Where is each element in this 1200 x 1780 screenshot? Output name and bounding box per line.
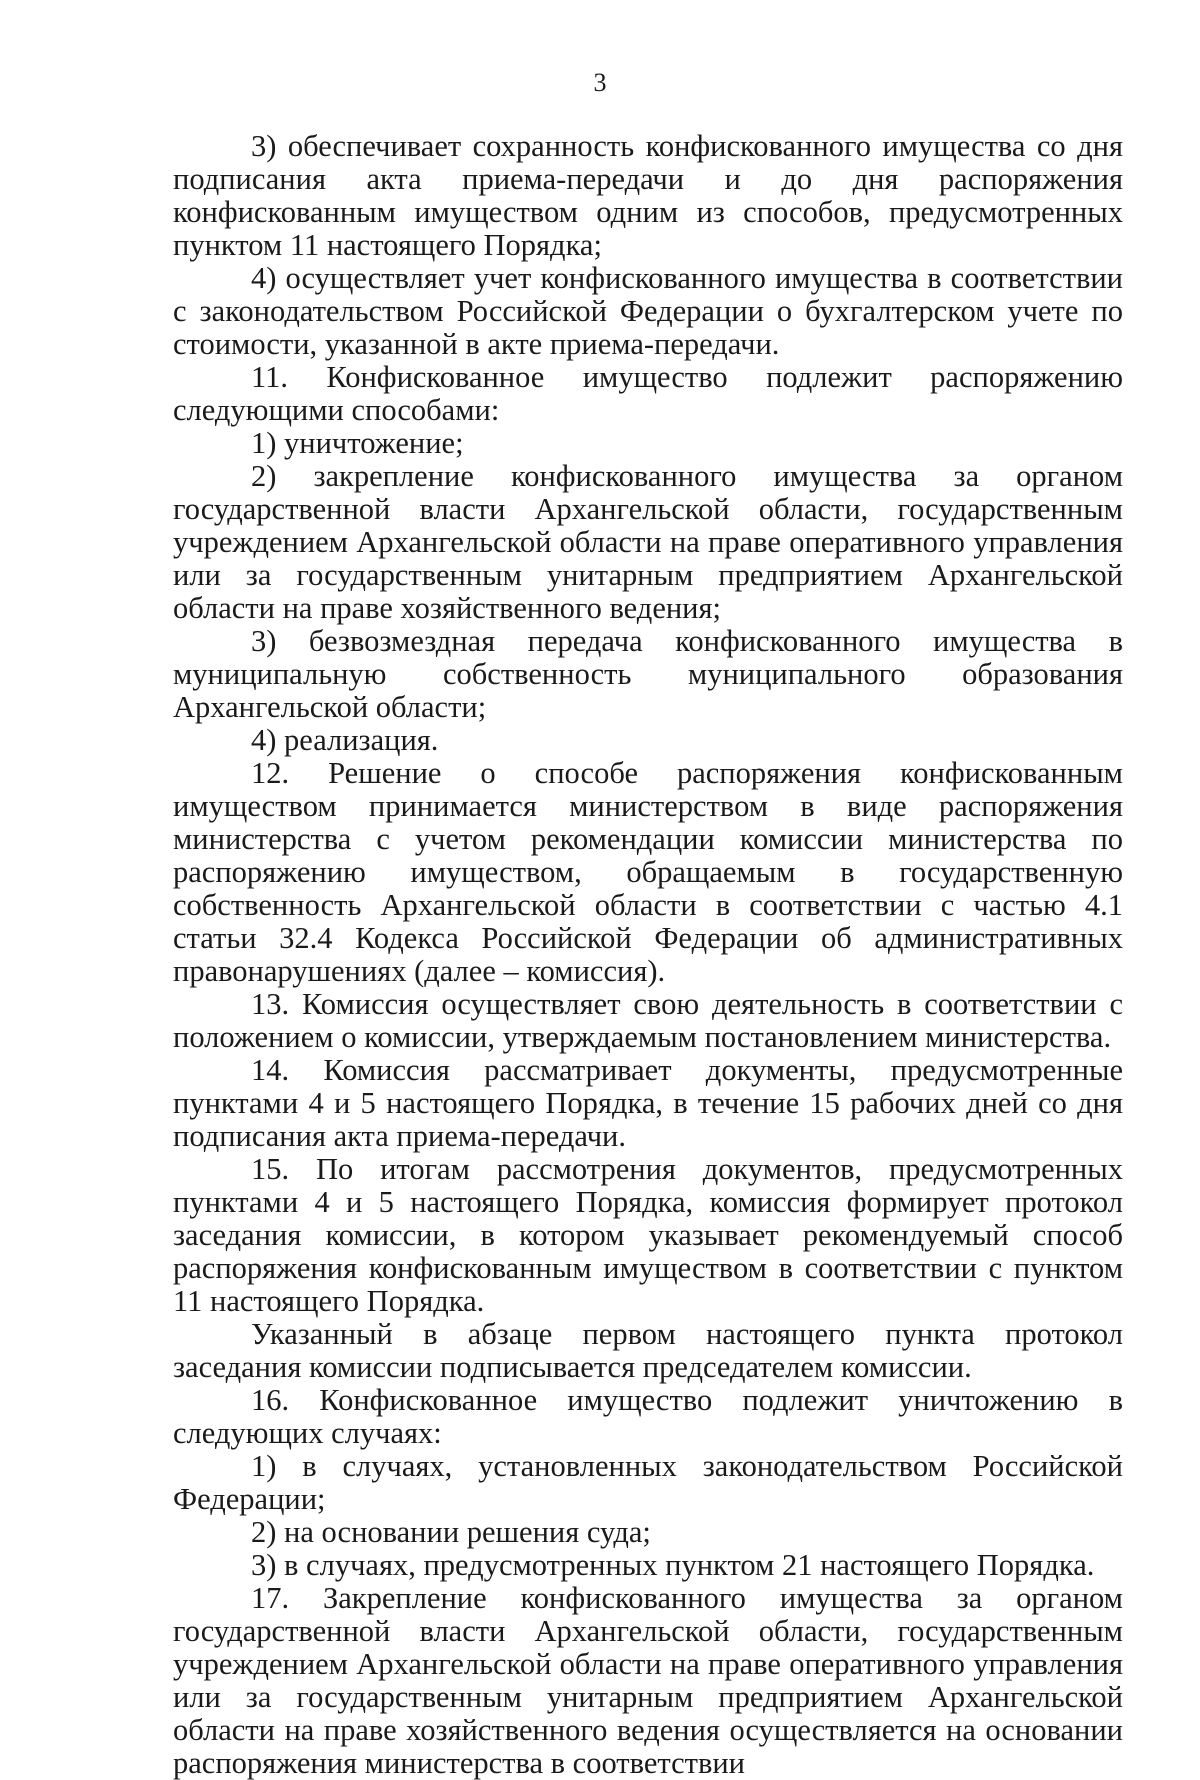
paragraph: 4) реализация. [251,723,439,757]
paragraph: 12. Решение о способе распоряжения конфискованным имуществом принимается министерством в виде распоряжения министерства с учетом рекомендации комиссии министерства по распоряжению имуществом, обращаемым в государственную собственность Архангельской области в соответствии с частью 4.1 статьи 32.4 Кодекса Российской Федерации об административных правонарушениях (далее – комиссия). [173,756,1123,988]
page-number: 3 [593,68,607,97]
paragraph: 4) осуществляет учет конфискованного имущества в соответствии с законодательством Российской Федерации о бухгалтерском учете по стоимости, указанной в акте приема-передачи. [173,261,1123,361]
paragraph: 3) безвозмездная передача конфискованного имущества в муниципальную собственность муниципального образования Архангельской области; [173,624,1123,724]
paragraph: 15. По итогам рассмотрения документов, предусмотренных пунктами 4 и 5 настоящего Порядка, комиссия формирует протокол заседания комиссии, в котором указывает рекомендуемый способ распоряжения конфискованным имуществом в соответствии с пунктом 11 настоящего Порядка. [173,1152,1123,1318]
paragraph: 2) закрепление конфискованного имущества за органом государственной власти Архангельской области, государственным учреждением Архангельской области на праве оперативного управления или за государственным унитарным предприятием Архангельской области на праве хозяйственного ведения; [173,459,1123,625]
paragraph: 16. Конфискованное имущество подлежит уничтожению в следующих случаях: [173,1383,1123,1450]
paragraph: 1) в случаях, установленных законодательством Российской Федерации; [173,1449,1123,1516]
paragraph: 11. Конфискованное имущество подлежит распоряжению следующими способами: [173,360,1123,427]
paragraph: 17. Закрепление конфискованного имущества за органом государственной власти Архангельской области, государственным учреждением Архангельской области на праве оперативного управления или за государственным унитарным предприятием Архангельской области на праве хозяйственного ведения осуществляется на основании распоряжения министерства в соответствии [173,1581,1123,1780]
paragraph: 3) обеспечивает сохранность конфискованного имущества со дня подписания акта приема-передачи и до дня распоряжения конфискованным имуществом одним из способов, предусмотренных пунктом 11 настоящего Порядка; [173,129,1123,262]
paragraph: 13. Комиссия осуществляет свою деятельность в соответствии с положением о комиссии, утверждаемым постановлением министерства. [173,987,1123,1054]
document-body [173,130,1123,1780]
paragraph: Указанный в абзаце первом настоящего пункта протокол заседания комиссии подписывается председателем комиссии. [173,1317,1123,1384]
paragraph: 14. Комиссия рассматривает документы, предусмотренные пунктами 4 и 5 настоящего Порядка, в течение 15 рабочих дней со дня подписания акта приема-передачи. [173,1053,1123,1153]
paragraph: 3) в случаях, предусмотренных пунктом 21 настоящего Порядка. [251,1548,1095,1582]
paragraph: 2) на основании решения суда; [251,1515,651,1549]
paragraph: 1) уничтожение; [251,426,464,460]
